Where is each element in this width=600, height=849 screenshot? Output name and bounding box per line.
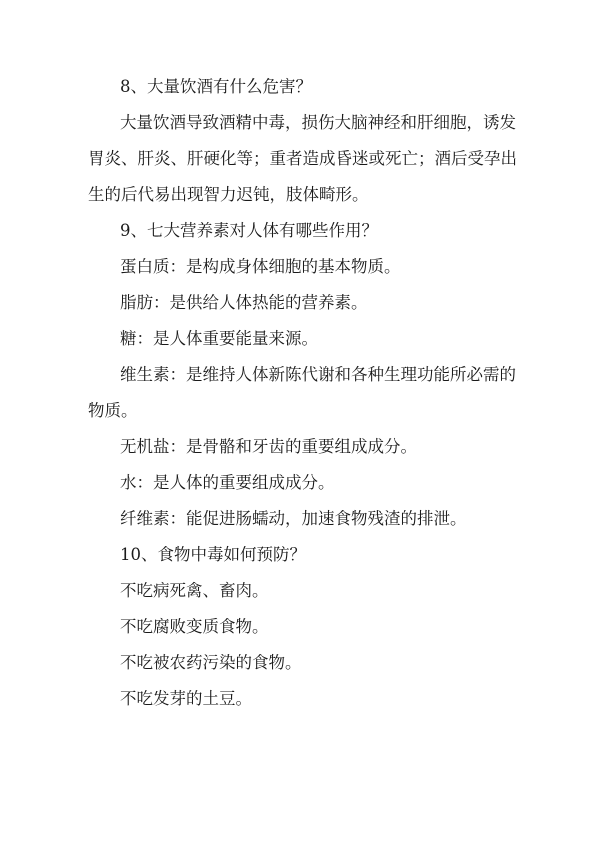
prevention-item-4: 不吃发芽的土豆。 <box>120 689 252 708</box>
nutrient-fat: 脂肪：是供给人体热能的营养素。 <box>120 293 368 312</box>
question-10-heading: 10、食物中毒如何预防？ <box>120 545 306 564</box>
nutrient-mineral: 无机盐：是骨骼和牙齿的重要组成成分。 <box>120 437 417 456</box>
nutrient-vitamin-continued: 物质。 <box>88 401 138 420</box>
nutrient-fiber: 纤维素：能促进肠蠕动，加速食物残渣的排泄。 <box>120 509 467 528</box>
prevention-item-3: 不吃被农药污染的食物。 <box>120 653 302 672</box>
nutrient-protein: 蛋白质：是构成身体细胞的基本物质。 <box>120 257 401 276</box>
question-8-heading: 8、大量饮酒有什么危害？ <box>120 77 312 96</box>
answer-8-line-2: 胃炎、肝炎、肝硬化等；重者造成昏迷或死亡；酒后受孕出 <box>88 149 517 168</box>
nutrient-water: 水：是人体的重要组成成分。 <box>120 473 335 492</box>
document-body <box>88 69 520 717</box>
prevention-item-2: 不吃腐败变质食物。 <box>120 617 269 636</box>
answer-8-line-3: 生的后代易出现智力迟钝，肢体畸形。 <box>88 185 369 204</box>
nutrient-vitamin: 维生素：是维持人体新陈代谢和各种生理功能所必需的 <box>120 365 516 384</box>
answer-8-line-1: 大量饮酒导致酒精中毒，损伤大脑神经和肝细胞，诱发 <box>120 113 516 132</box>
question-9-heading: 9、七大营养素对人体有哪些作用？ <box>120 221 378 240</box>
prevention-item-1: 不吃病死禽、畜肉。 <box>120 581 269 600</box>
nutrient-sugar: 糖：是人体重要能量来源。 <box>120 329 318 348</box>
